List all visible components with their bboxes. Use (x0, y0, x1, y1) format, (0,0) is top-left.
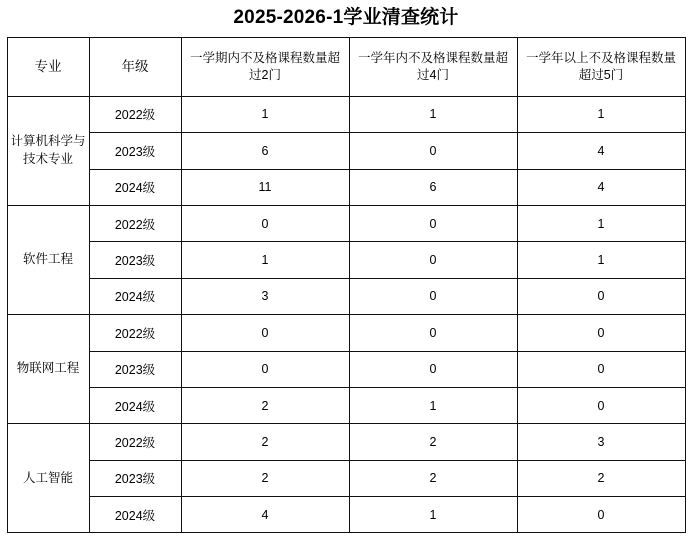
value-cell: 0 (181, 205, 349, 241)
grade-cell: 2023级 (89, 351, 181, 387)
grade-cell: 2023级 (89, 242, 181, 278)
value-cell: 4 (517, 133, 685, 169)
grade-cell: 2024级 (89, 387, 181, 423)
column-header-major-label: 专业 (34, 58, 62, 74)
table-row (7, 133, 685, 169)
value-cell: 0 (349, 133, 517, 169)
value-cell: 4 (517, 169, 685, 205)
table-row (7, 96, 685, 132)
column-header-major (7, 37, 89, 96)
value-cell: 0 (349, 205, 517, 241)
value-cell: 0 (517, 387, 685, 423)
major-cell: 计算机科学与技术专业 (7, 96, 89, 205)
column-header-fail-over-2-per-semester (181, 37, 349, 96)
value-cell: 2 (349, 460, 517, 496)
grade-cell: 2023级 (89, 460, 181, 496)
value-cell: 4 (181, 497, 349, 533)
column-header-fail-over-4-per-year-label: 一学年内不及格课程数量超过4门 (357, 50, 508, 82)
grade-cell: 2022级 (89, 424, 181, 460)
value-cell: 0 (517, 497, 685, 533)
academic-review-table (7, 37, 686, 534)
page-title: 2025-2026-1学业清查统计 (233, 7, 459, 28)
value-cell: 1 (517, 205, 685, 241)
grade-cell: 2022级 (89, 96, 181, 132)
table-row (7, 497, 685, 533)
table-header-row (7, 37, 685, 96)
value-cell: 0 (349, 315, 517, 351)
major-cell: 软件工程 (7, 205, 89, 314)
value-cell: 0 (517, 315, 685, 351)
value-cell: 1 (517, 242, 685, 278)
table-row (7, 424, 685, 460)
major-cell: 物联网工程 (7, 315, 89, 424)
value-cell: 6 (181, 133, 349, 169)
table-row (7, 315, 685, 351)
column-header-fail-over-4-per-year (349, 37, 517, 96)
value-cell: 0 (517, 351, 685, 387)
table-row (7, 242, 685, 278)
table-header (7, 37, 685, 96)
table-row (7, 278, 685, 314)
grade-cell: 2022级 (89, 315, 181, 351)
value-cell: 0 (349, 278, 517, 314)
value-cell: 0 (181, 315, 349, 351)
value-cell: 2 (181, 460, 349, 496)
value-cell: 1 (181, 242, 349, 278)
grade-cell: 2023级 (89, 133, 181, 169)
column-header-fail-over-2-per-semester-label: 一学期内不及格课程数量超过2门 (189, 50, 340, 82)
value-cell: 2 (349, 424, 517, 460)
value-cell: 1 (517, 96, 685, 132)
table-row (7, 169, 685, 205)
value-cell: 0 (349, 351, 517, 387)
major-cell: 人工智能 (7, 424, 89, 533)
column-header-grade (89, 37, 181, 96)
grade-cell: 2022级 (89, 205, 181, 241)
table-row (7, 387, 685, 423)
value-cell: 0 (517, 278, 685, 314)
grade-cell: 2024级 (89, 169, 181, 205)
table-body (7, 96, 685, 533)
value-cell: 2 (181, 387, 349, 423)
table-row (7, 205, 685, 241)
value-cell: 1 (181, 96, 349, 132)
value-cell: 1 (349, 387, 517, 423)
column-header-grade-label: 年级 (121, 58, 149, 74)
value-cell: 0 (181, 351, 349, 387)
value-cell: 2 (181, 424, 349, 460)
grade-cell: 2024级 (89, 497, 181, 533)
table-row (7, 460, 685, 496)
table-row (7, 351, 685, 387)
grade-cell: 2024级 (89, 278, 181, 314)
value-cell: 2 (517, 460, 685, 496)
value-cell: 11 (181, 169, 349, 205)
value-cell: 1 (349, 96, 517, 132)
value-cell: 1 (349, 497, 517, 533)
value-cell: 3 (517, 424, 685, 460)
column-header-fail-over-5-multi-year (517, 37, 685, 96)
column-header-fail-over-5-multi-year-label: 一学年以上不及格课程数量超过5门 (525, 50, 676, 82)
value-cell: 0 (349, 242, 517, 278)
value-cell: 3 (181, 278, 349, 314)
value-cell: 6 (349, 169, 517, 205)
